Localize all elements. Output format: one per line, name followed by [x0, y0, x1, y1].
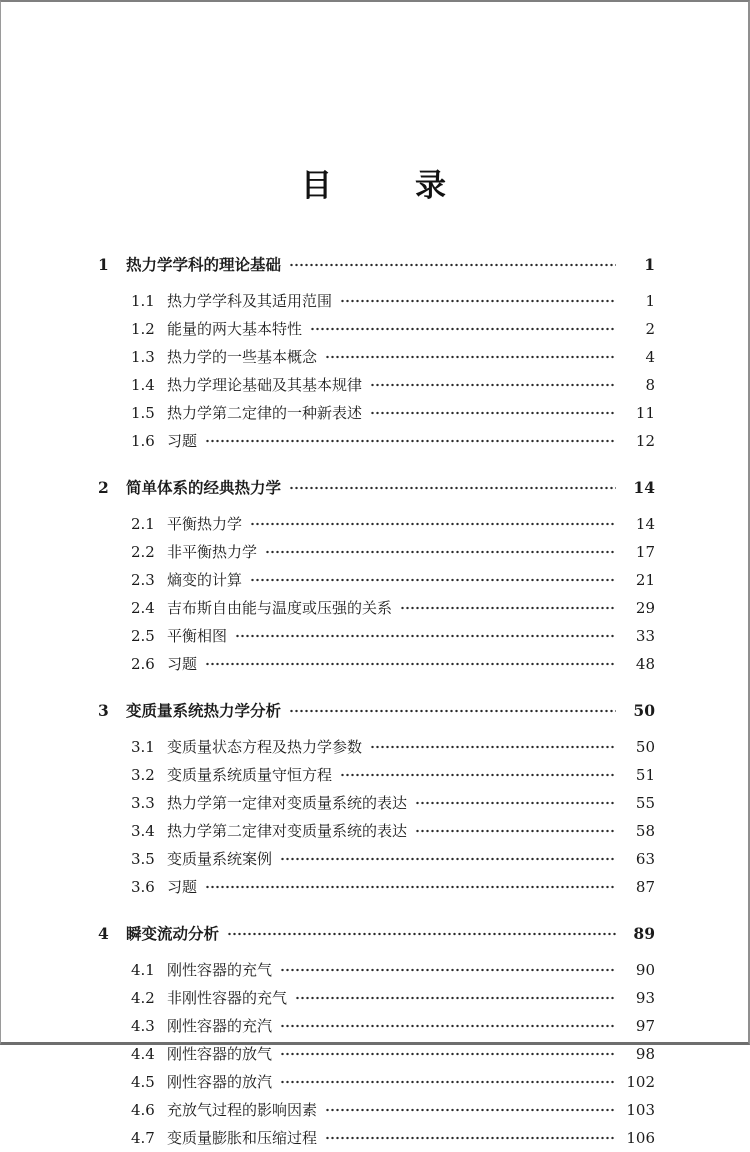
- section-number: 3.1: [131, 738, 155, 756]
- section-page-number: 93: [635, 989, 655, 1007]
- toc-section-entry: [98, 538, 655, 566]
- dot-leader: [370, 406, 616, 420]
- toc-chapter-entry: [98, 474, 655, 502]
- chapter-page-number: 89: [633, 924, 655, 943]
- section-title: 变质量膨胀和压缩过程: [167, 1129, 318, 1147]
- section-number: 3.4: [131, 822, 155, 840]
- section-title: 刚性容器的放气: [167, 1045, 273, 1063]
- section-title: 充放气过程的影响因素: [167, 1101, 318, 1119]
- chapter-number: 3: [98, 701, 109, 720]
- section-title: 变质量状态方程及热力学参数: [167, 738, 363, 756]
- dot-leader: [325, 350, 616, 364]
- chapter-page-number: 1: [644, 255, 655, 274]
- chapter-page-number: 14: [633, 478, 655, 497]
- toc-section-entry: [98, 315, 655, 343]
- section-title: 平衡热力学: [167, 515, 243, 533]
- toc-section-entry: [98, 761, 655, 789]
- section-number: 3.2: [131, 766, 155, 784]
- section-title: 能量的两大基本特性: [167, 320, 303, 338]
- section-page-number: 48: [635, 655, 655, 673]
- section-number: 2.3: [131, 571, 155, 589]
- dot-leader: [415, 824, 616, 838]
- toc-section-entry: [98, 873, 655, 901]
- toc: [98, 251, 655, 1152]
- chapter-block: [98, 474, 655, 678]
- section-page-number: 51: [635, 766, 655, 784]
- toc-section-entry: [98, 789, 655, 817]
- section-title: 刚性容器的充汽: [167, 1017, 273, 1035]
- dot-leader: [280, 1047, 616, 1061]
- section-page-number: 17: [635, 543, 655, 561]
- toc-section-entry: [98, 1012, 655, 1040]
- section-title: 刚性容器的放汽: [167, 1073, 273, 1091]
- toc-section-entry: [98, 622, 655, 650]
- toc-section-entry: [98, 343, 655, 371]
- dot-leader: [265, 545, 616, 559]
- toc-section-entry: [98, 650, 655, 678]
- section-page-number: 21: [635, 571, 655, 589]
- toc-section-entry: [98, 1068, 655, 1096]
- dot-leader: [280, 852, 616, 866]
- section-number: 3.6: [131, 878, 155, 896]
- dot-leader: [280, 1019, 616, 1033]
- section-title: 习题: [167, 432, 198, 450]
- toc-section-entry: [98, 817, 655, 845]
- chapter-number: 1: [98, 255, 109, 274]
- dot-leader: [370, 740, 616, 754]
- section-number: 2.1: [131, 515, 155, 533]
- dot-leader: [250, 517, 616, 531]
- chapter-block: [98, 251, 655, 455]
- section-page-number: 87: [635, 878, 655, 896]
- section-page-number: 1: [645, 292, 655, 310]
- dot-leader: [227, 927, 616, 941]
- section-number: 2.2: [131, 543, 155, 561]
- dot-leader: [310, 322, 616, 336]
- section-title: 非刚性容器的充气: [167, 989, 288, 1007]
- section-number: 3.5: [131, 850, 155, 868]
- section-number: 4.3: [131, 1017, 155, 1035]
- section-page-number: 97: [635, 1017, 655, 1035]
- section-number: 3.3: [131, 794, 155, 812]
- section-page-number: 58: [635, 822, 655, 840]
- toc-section-entry: [98, 594, 655, 622]
- section-title: 刚性容器的充气: [167, 961, 273, 979]
- dot-leader: [340, 768, 616, 782]
- section-number: 1.6: [131, 432, 155, 450]
- section-page-number: 63: [635, 850, 655, 868]
- toc-section-entry: [98, 566, 655, 594]
- section-title: 非平衡热力学: [167, 543, 258, 561]
- section-title: 变质量系统质量守恒方程: [167, 766, 333, 784]
- dot-leader: [289, 704, 616, 718]
- toc-section-entry: [98, 1124, 655, 1152]
- dot-leader: [325, 1131, 616, 1145]
- dot-leader: [280, 963, 616, 977]
- section-number: 1.5: [131, 404, 155, 422]
- section-number: 1.1: [131, 292, 155, 310]
- section-title: 平衡相图: [167, 627, 228, 645]
- section-page-number: 33: [635, 627, 655, 645]
- toc-chapter-entry: [98, 251, 655, 279]
- section-number: 2.5: [131, 627, 155, 645]
- chapter-title: 简单体系的经典热力学: [126, 479, 282, 497]
- chapter-block: [98, 697, 655, 901]
- dot-leader: [205, 657, 616, 671]
- section-number: 1.3: [131, 348, 155, 366]
- section-page-number: 4: [645, 348, 655, 366]
- section-page-number: 14: [635, 515, 655, 533]
- toc-section-entry: [98, 845, 655, 873]
- section-title: 热力学第一定律对变质量系统的表达: [167, 794, 408, 812]
- chapter-page-number: 50: [633, 701, 655, 720]
- toc-section-entry: [98, 510, 655, 538]
- section-number: 2.6: [131, 655, 155, 673]
- section-number: 1.4: [131, 376, 155, 394]
- section-number: 4.7: [131, 1129, 155, 1147]
- section-page-number: 102: [626, 1073, 655, 1091]
- chapter-number: 2: [98, 478, 109, 497]
- section-page-number: 55: [635, 794, 655, 812]
- toc-section-entry: [98, 427, 655, 455]
- dot-leader: [400, 601, 616, 615]
- page-title: 目 录: [301, 168, 448, 204]
- section-number: 4.4: [131, 1045, 155, 1063]
- toc-section-entry: [98, 399, 655, 427]
- toc-section-entry: [98, 984, 655, 1012]
- section-number: 2.4: [131, 599, 155, 617]
- dot-leader: [325, 1103, 616, 1117]
- section-title: 习题: [167, 878, 198, 896]
- toc-chapter-entry: [98, 920, 655, 948]
- section-number: 4.5: [131, 1073, 155, 1091]
- section-title: 熵变的计算: [167, 571, 243, 589]
- section-page-number: 12: [635, 432, 655, 450]
- chapter-title: 变质量系统热力学分析: [126, 702, 282, 720]
- chapter-title: 热力学学科的理论基础: [126, 256, 282, 274]
- chapter-title: 瞬变流动分析: [126, 925, 220, 943]
- section-title: 变质量系统案例: [167, 850, 273, 868]
- section-number: 4.6: [131, 1101, 155, 1119]
- toc-section-entry: [98, 733, 655, 761]
- section-page-number: 11: [635, 404, 655, 422]
- toc-section-entry: [98, 1040, 655, 1068]
- section-page-number: 90: [635, 961, 655, 979]
- dot-leader: [280, 1075, 616, 1089]
- section-page-number: 103: [626, 1101, 655, 1119]
- section-page-number: 8: [645, 376, 655, 394]
- section-title: 热力学学科及其适用范围: [167, 292, 333, 310]
- section-number: 4.2: [131, 989, 155, 1007]
- section-number: 1.2: [131, 320, 155, 338]
- toc-section-entry: [98, 371, 655, 399]
- dot-leader: [340, 294, 616, 308]
- toc-section-entry: [98, 287, 655, 315]
- toc-chapter-entry: [98, 697, 655, 725]
- chapter-block: [98, 920, 655, 1152]
- chapter-number: 4: [98, 924, 109, 943]
- dot-leader: [250, 573, 616, 587]
- section-page-number: 50: [635, 738, 655, 756]
- dot-leader: [295, 991, 616, 1005]
- toc-section-entry: [98, 1096, 655, 1124]
- dot-leader: [415, 796, 616, 810]
- section-page-number: 2: [645, 320, 655, 338]
- section-title: 热力学理论基础及其基本规律: [167, 376, 363, 394]
- dot-leader: [205, 880, 616, 894]
- toc-section-entry: [98, 956, 655, 984]
- dot-leader: [289, 481, 616, 495]
- section-title: 热力学第二定律的一种新表述: [167, 404, 363, 422]
- dot-leader: [205, 434, 616, 448]
- section-title: 热力学的一些基本概念: [167, 348, 318, 366]
- section-title: 吉布斯自由能与温度或压强的关系: [167, 599, 393, 617]
- section-page-number: 98: [635, 1045, 655, 1063]
- section-page-number: 106: [626, 1129, 655, 1147]
- dot-leader: [289, 258, 616, 272]
- section-title: 热力学第二定律对变质量系统的表达: [167, 822, 408, 840]
- section-page-number: 29: [635, 599, 655, 617]
- dot-leader: [370, 378, 616, 392]
- dot-leader: [235, 629, 616, 643]
- section-title: 习题: [167, 655, 198, 673]
- section-number: 4.1: [131, 961, 155, 979]
